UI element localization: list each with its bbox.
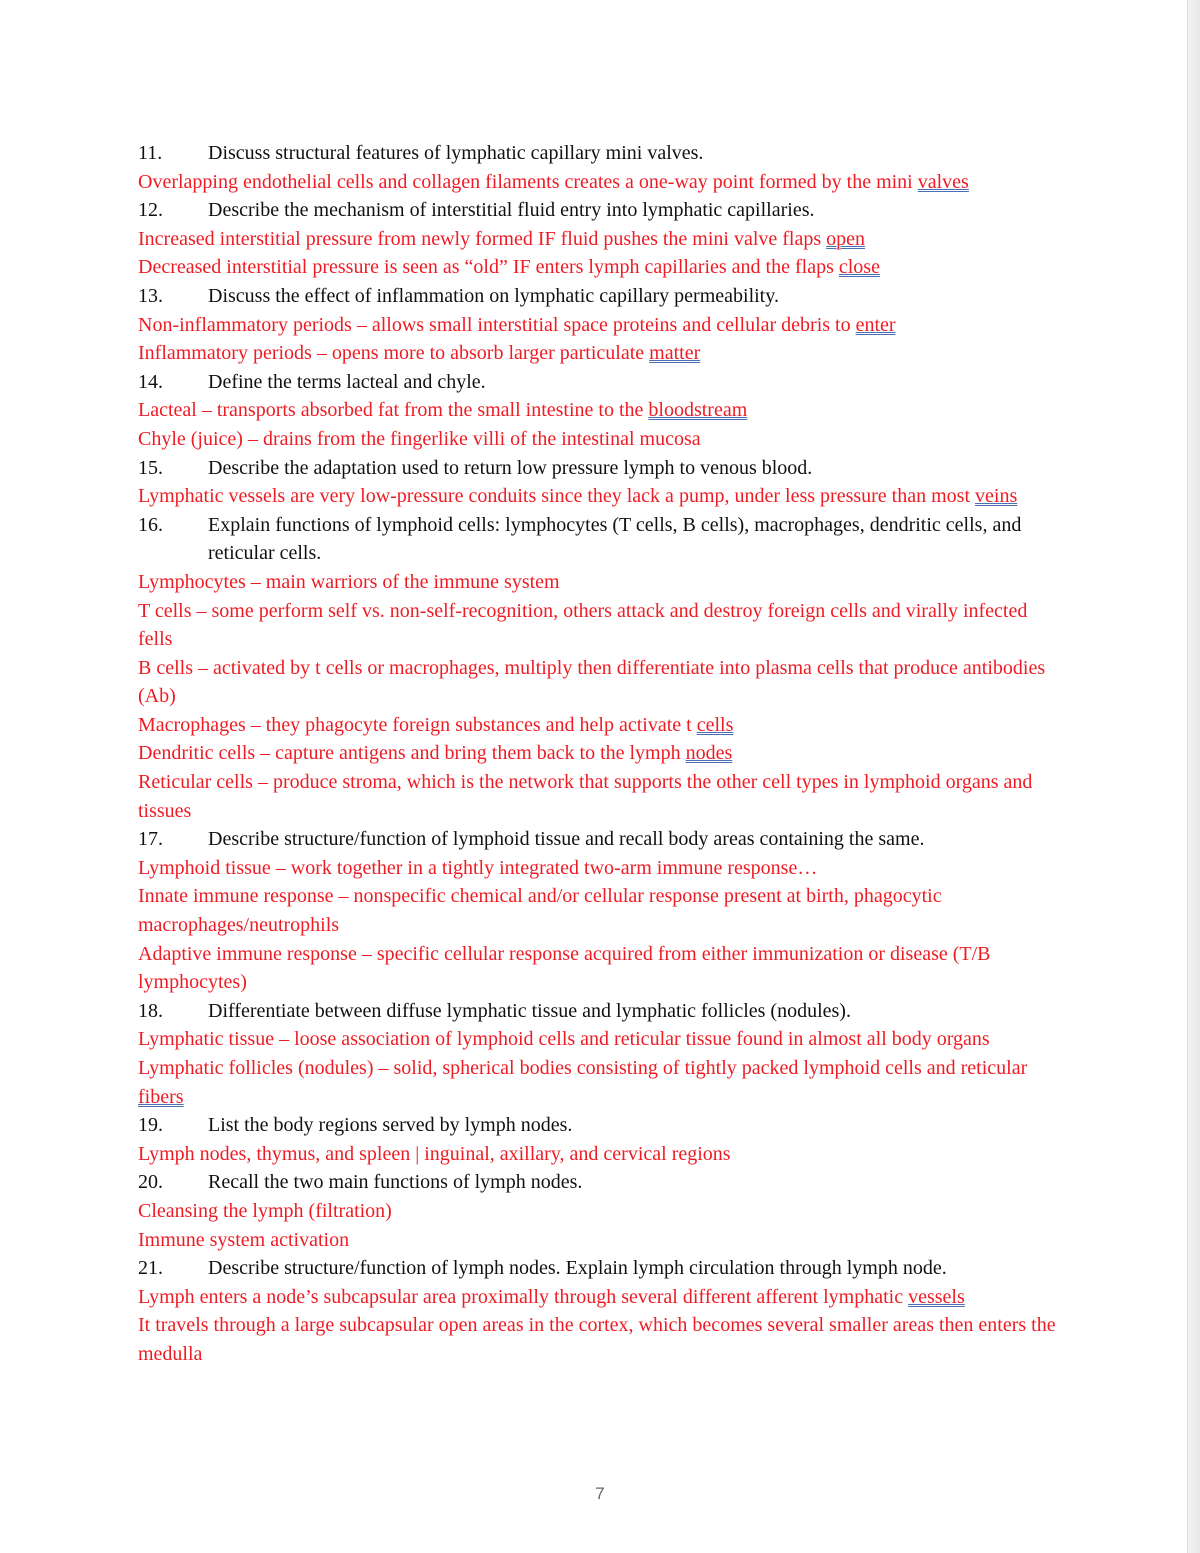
answer-line [138, 739, 1058, 768]
answer-text: T cells – some perform self vs. non-self-recognition, others attack and destroy foreign cells and virally infected fells [138, 599, 1028, 651]
page-right-edge [1187, 0, 1200, 1553]
answer-text: Lymphoid tissue – work together in a tightly integrated two-arm immune response… [138, 856, 818, 879]
answer-line [138, 1311, 1058, 1368]
question-item [138, 196, 1058, 225]
question-number: 16. [138, 513, 163, 536]
answer-text: Lymphatic tissue – loose association of lymphoid cells and reticular tissue found in almost all body organs [138, 1028, 990, 1051]
answer-line [138, 711, 1058, 740]
answer-text: Macrophages – they phagocyte foreign substances and help activate t [138, 713, 697, 736]
underlined-word: close [838, 256, 880, 279]
answer-line [138, 597, 1058, 654]
answer-text: Lacteal – transports absorbed fat from the small intestine to the [138, 399, 649, 422]
answer-text: It travels through a large subcapsular open areas in the cortex, which becomes several smaller areas then enters the medulla [138, 1314, 1056, 1365]
question-number: 18. [138, 999, 163, 1022]
question-text: Explain functions of lymphoid cells: lymphocytes (T cells, B cells), macrophages, dendritic cells, and reticular cells. [208, 513, 1022, 565]
answer-line [138, 854, 1058, 883]
answer-line [138, 1140, 1058, 1169]
question-item [138, 1254, 1058, 1283]
underlined-word: enter [855, 313, 896, 336]
question-item [138, 511, 1058, 568]
underlined-word: valves [917, 170, 969, 193]
answer-line [138, 1054, 1058, 1111]
underlined-word: matter [649, 342, 701, 365]
answer-text: Non-inflammatory periods – allows small interstitial space proteins and cellular debris to [138, 313, 856, 336]
underlined-word: cells [696, 713, 734, 736]
underlined-word: open [826, 227, 866, 250]
answer-line [138, 225, 1058, 254]
answer-text: Adaptive immune response – specific cellular response acquired from either immunization or disease (T/B lymphocytes) [138, 942, 991, 994]
question-text: Describe the adaptation used to return low pressure lymph to venous blood. [208, 456, 813, 479]
answer-line [138, 1025, 1058, 1054]
answer-text: Decreased interstitial pressure is seen as “old” IF enters lymph capillaries and the flaps [138, 256, 839, 279]
question-number: 17. [138, 828, 163, 851]
answer-line [138, 882, 1058, 939]
question-text: Describe structure/function of lymph nodes. Explain lymph circulation through lymph node. [208, 1257, 947, 1280]
answer-text: Lymph enters a node’s subcapsular area proximally through several different afferent lymphatic [138, 1285, 909, 1308]
answer-line [138, 339, 1058, 368]
question-text: Describe structure/function of lymphoid tissue and recall body areas containing the same. [208, 828, 925, 851]
question-item [138, 368, 1058, 397]
question-text: Discuss the effect of inflammation on lymphatic capillary permeability. [208, 284, 779, 307]
underlined-word: vessels [908, 1285, 965, 1308]
answer-line [138, 253, 1058, 282]
document-body [138, 139, 1058, 1369]
answer-text: Immune system activation [138, 1228, 350, 1251]
question-number: 13. [138, 284, 163, 307]
answer-text: Lymph nodes, thymus, and spleen | inguinal, axillary, and cervical regions [138, 1142, 731, 1165]
answer-line [138, 1283, 1058, 1312]
answer-line [138, 311, 1058, 340]
underlined-word: nodes [685, 742, 733, 765]
question-number: 15. [138, 456, 163, 479]
question-text: Recall the two main functions of lymph nodes. [208, 1171, 583, 1194]
answer-text: Innate immune response – nonspecific chemical and/or cellular response present at birth, phagocytic macrophages/neutrophils [138, 885, 942, 937]
answer-text: Increased interstitial pressure from newly formed IF fluid pushes the mini valve flaps [138, 227, 827, 250]
question-number: 12. [138, 199, 163, 222]
question-number: 20. [138, 1171, 163, 1194]
question-number: 21. [138, 1257, 163, 1280]
answer-text: B cells – activated by t cells or macrophages, multiply then differentiate into plasma cells that produce antibodies (Ab) [138, 656, 1046, 708]
answer-text: Overlapping endothelial cells and collagen filaments creates a one-way point formed by the mini [138, 170, 918, 193]
answer-text: Lymphatic vessels are very low-pressure conduits since they lack a pump, under less pressure than most [138, 485, 976, 508]
underlined-word: bloodstream [648, 399, 748, 422]
question-item [138, 825, 1058, 854]
question-item [138, 454, 1058, 483]
question-item [138, 1111, 1058, 1140]
answer-line [138, 168, 1058, 197]
answer-text: Lymphocytes – main warriors of the immune system [138, 570, 560, 593]
question-text: Define the terms lacteal and chyle. [208, 370, 486, 393]
answer-text: Inflammatory periods – opens more to absorb larger particulate [138, 342, 650, 365]
question-text: Describe the mechanism of interstitial fluid entry into lymphatic capillaries. [208, 199, 815, 222]
question-item [138, 139, 1058, 168]
answer-line [138, 768, 1058, 825]
answer-text: Dendritic cells – capture antigens and bring them back to the lymph [138, 742, 686, 765]
answer-line [138, 425, 1058, 454]
underlined-word: veins [975, 485, 1018, 508]
question-text: Discuss structural features of lymphatic capillary mini valves. [208, 142, 704, 164]
answer-text: Chyle (juice) – drains from the fingerlike villi of the intestinal mucosa [138, 427, 701, 450]
answer-text: Cleansing the lymph (filtration) [138, 1199, 392, 1222]
question-item [138, 997, 1058, 1026]
answer-line [138, 940, 1058, 997]
answer-line [138, 396, 1058, 425]
answer-line [138, 1226, 1058, 1255]
question-text: Differentiate between diffuse lymphatic tissue and lymphatic follicles (nodules). [208, 999, 851, 1022]
answer-text: Reticular cells – produce stroma, which is the network that supports the other cell types in lymphoid organs and tissues [138, 771, 1033, 822]
question-item [138, 282, 1058, 311]
underlined-word: fibers [138, 1085, 184, 1108]
question-number: 19. [138, 1114, 163, 1137]
question-text: List the body regions served by lymph nodes. [208, 1114, 573, 1137]
page-number: 7 [595, 1484, 605, 1503]
question-number: 11. [138, 142, 163, 164]
question-item [138, 1168, 1058, 1197]
answer-line [138, 1197, 1058, 1226]
answer-line [138, 568, 1058, 597]
answer-line [138, 654, 1058, 711]
answer-line [138, 482, 1058, 511]
answer-text: Lymphatic follicles (nodules) – solid, spherical bodies consisting of tightly packed lymphoid cells and reticular [138, 1057, 1028, 1079]
question-number: 14. [138, 370, 163, 393]
